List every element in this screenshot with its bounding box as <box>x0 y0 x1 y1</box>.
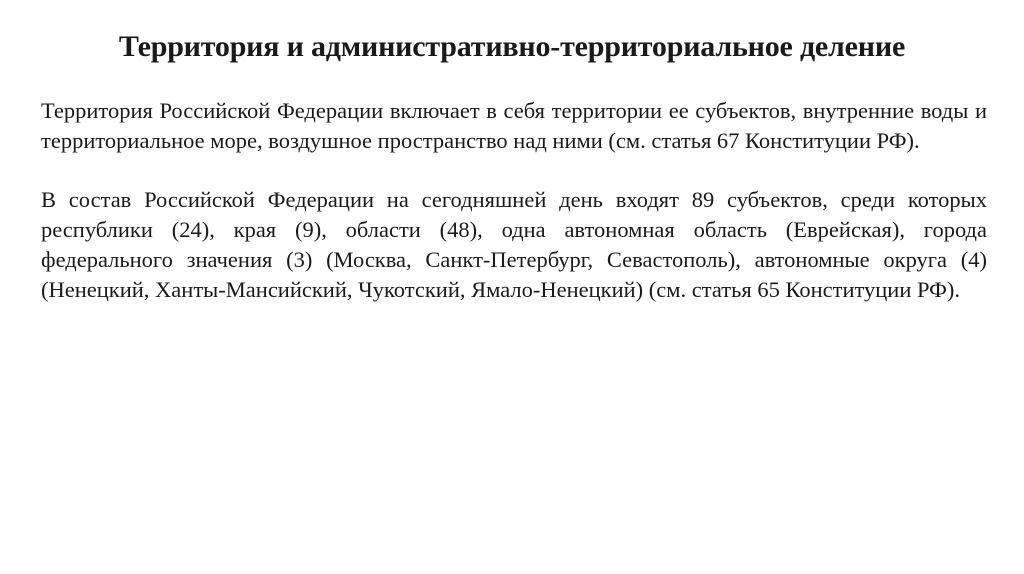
slide-body <box>41 96 987 304</box>
paragraph-subjects: В состав Российской Федерации на сегодняшней день входят 89 субъектов, среди которых республики (24), края (9), области (48), одна автономная область (Еврейская), города федерального значения (3) (Москва, Санкт-Петербург, Севастополь), автономные округа (4) (Ненецкий, Ханты-Мансийский, Чукотский, Ямало-Ненецкий) (см. статья 65 Конституции РФ). <box>41 187 987 302</box>
slide-title: Территория и административно-территориальное деление <box>118 30 906 63</box>
paragraph-territory: Территория Российской Федерации включает в себя территории ее субъектов, внутренние воды и территориальное море, воздушное пространство над ними (см. статья 67 Конституции РФ). <box>41 98 987 153</box>
